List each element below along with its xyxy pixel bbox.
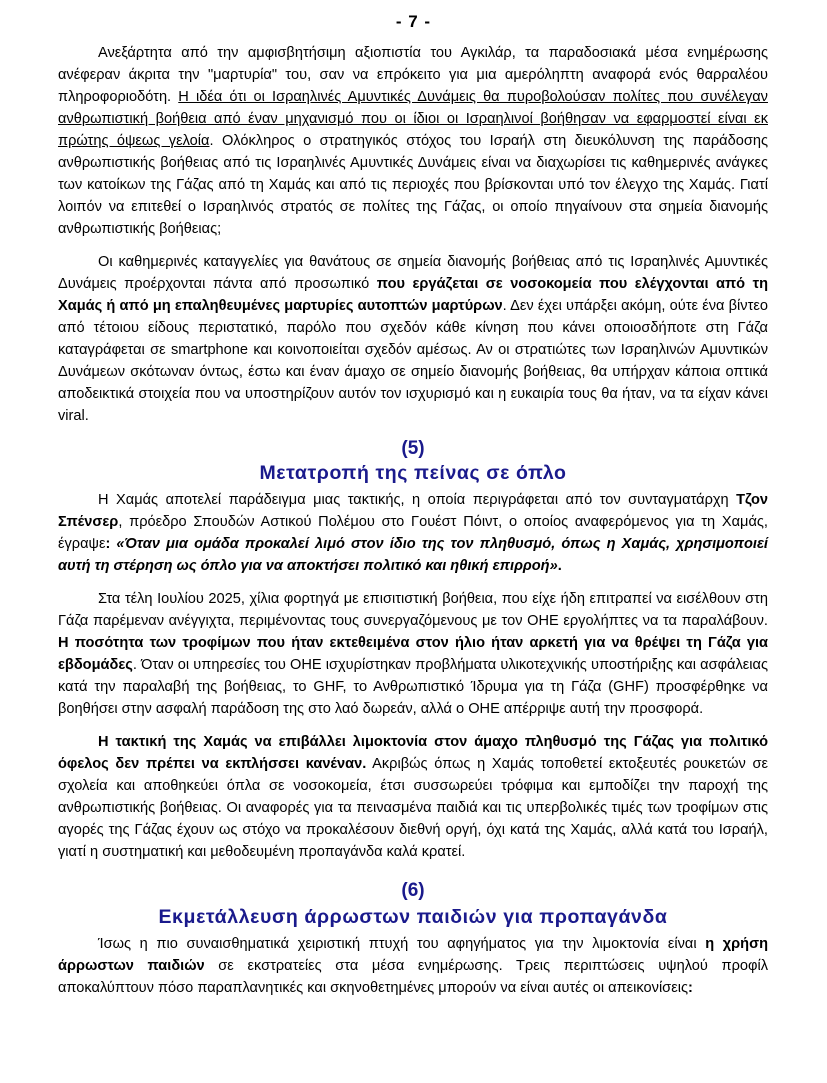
underlined-text: Η ιδέα ότι οι Ισραηλινές Αμυντικές Δυνάμεις θα πυροβολούσαν πολίτες που συνέλεγαν ανθρωπιστική βοήθεια από έναν μηχανισμό που οι ίδιοι οι Ισραηλινοί βοήθησαν να εφαρμοστεί είναι εκ πρώτης όψεως γελοία	[58, 89, 768, 149]
text-run: , πρόεδρο Σπουδών Αστικού Πολέμου στο Γουέστ Πόιντ, ο οποίος αναφερόμενος για τη Χαμάς, έγραψε	[58, 514, 768, 552]
text-run: . Όταν οι υπηρεσίες του ΟΗΕ ισχυρίστηκαν προβλήματα υλικοτεχνικής υποστήριξης και ασφάλειας κατά την παραλαβή της βοήθειας, το GHF, το Ανθρωπιστικό Ίδρυμα για τη Γάζα (GHF) προσφέρθηκε να βοηθήσει στην ασφαλή παράδοση της στο λαό δωρεάν, αλλά ο ΟΗΕ απέρριψε αυτή την προσφορά.	[58, 657, 768, 717]
text-run: . Δεν έχει υπάρξει ακόμη, ούτε ένα βίντεο από τέτοιου είδους περιστατικό, παρόλο που σχεδόν κάθε κίνηση που κάνει οποιοσδήποτε στη Γάζα καταγράφεται σε smartphone και κοινοποιείται σχεδόν αμέσως. Αν οι στρατιώτες των Ισραηλινών Αμυντικών Δυνάμεων σκότωναν όντως, έστω και έναν άμαχο σε σημείο διανομής βοήθειας, θα υπήρχαν κάποια οπτικά αποδεικτικά στοιχεία που να υποστηρίζουν αυτόν τον ισχυρισμό και η ευκαιρία τους θα ήταν, να τα είχαν κάνει viral.	[58, 298, 768, 424]
paragraph-trucks	[58, 588, 768, 720]
text-run: σε εκστρατείες στα μέσα ενημέρωσης. Τρεις περιπτώσεις υψηλού προφίλ αποκαλύπτουν πόσο παραπλανητικές και σκηνοθετημένες μπορούν να είναι αυτές οι απεικονίσεις	[58, 958, 768, 996]
text-run: Η Χαμάς αποτελεί παράδειγμα μιας τακτικής, η οποία περιγράφεται από τον συνταγματάρχη	[98, 492, 737, 508]
text-run: Ανεξάρτητα από την αμφισβητήσιμη αξιοπιστία του Αγκιλάρ, τα παραδοσιακά μέσα ενημέρωσης ανέφεραν άκριτα την "μαρτυρία" του, σαν να επρόκειτο για μια αμερόληπτη αναφορά ενός θαρραλέου πληροφοριοδότη.	[58, 45, 768, 105]
bold-italic-quote: «Όταν μια ομάδα προκαλεί λιμό στον ίδιο της τον πληθυσμό, όπως η Χαμάς, χρησιμοποιεί αυτή τη στέρηση ως όπλο για να αποκτήσει πολιτικό και ηθική επιρροή»	[58, 536, 768, 574]
section-heading-5	[58, 438, 768, 486]
bold-text: που εργάζεται σε νοσοκομεία που ελέγχονται από τη Χαμάς ή από μη επαληθευμένες μαρτυρίες αυτοπτών μαρτύρων	[58, 276, 768, 314]
bold-colon: :	[687, 980, 693, 996]
page-number: - 7 -	[395, 12, 432, 31]
paragraph-hamas-tactic	[58, 731, 768, 863]
bold-text: Η τακτική της Χαμάς να επιβάλλει λιμοκτονία στον άμαχο πληθυσμό της Γάζας για πολιτικό όφελος δεν πρέπει να εκπλήσσει κανέναν.	[58, 734, 768, 772]
section-title: Μετατροπή της πείνας σε όπλο	[259, 462, 567, 484]
document-body	[58, 42, 768, 1003]
paragraph-daily-reports	[58, 251, 768, 427]
section-number: (6)	[401, 880, 425, 901]
text-run: Ίσως η πιο συναισθηματικά χειριστική πτυχή του αφηγήματος για την λιμοκτονία είναι	[98, 936, 706, 952]
bold-text: Η ποσότητα των τροφίμων που ήταν εκτεθειμένα στον ήλιο ήταν αρκετή για να θρέψει τη Γάζα για εβδομάδες	[58, 635, 768, 673]
section-heading-6	[58, 879, 768, 931]
section-number: (5)	[401, 438, 425, 459]
bold-name: Τζον Σπένσερ	[58, 492, 768, 530]
text-run: Στα τέλη Ιουλίου 2025, χίλια φορτηγά με επισιτιστική βοήθεια, που είχε ήδη επιτραπεί να εισέλθουν στη Γάζα παρέμεναν ανέγγιχτα, περιμένοντας τους συνεργαζόμενους με τον ΟΗΕ εργολήπτες να τα παραλάβουν.	[58, 591, 768, 629]
text-run: Οι καθημερινές καταγγελίες για θανάτους σε σημεία διανομής βοήθειας από τις Ισραηλινές Αμυντικές Δυνάμεις προέρχονται πάντα από προσωπικό	[58, 254, 768, 292]
text-run: Ακριβώς όπως η Χαμάς τοποθετεί εκτοξευτές ρουκετών σε σχολεία και αποθηκεύει όπλα σε νοσοκομεία, έτσι συσσωρεύει τρόφιμα και εμποδίζει την παροχή της ανθρωπιστικής βοήθειας. Οι αναφορές για τα πεινασμένα παιδιά και τις υπερβολικές τιμές των τροφίμων στις αγορές της Γάζας έχουν ως στόχο να προκαλέσουν διεθνή οργή, όχι κατά της Χαμάς, αλλά κατά του Ισραήλ, γιατί η συστηματική και μεθοδευμένη προπαγάνδα καλά κρατεί.	[58, 756, 768, 860]
bold-colon: :	[105, 536, 117, 552]
paragraph-aguilar-testimony	[58, 42, 768, 240]
bold-period: .	[557, 558, 562, 574]
paragraph-spencer-quote	[58, 489, 768, 577]
paragraph-sick-children	[58, 933, 768, 999]
text-run: . Ολόκληρος ο στρατηγικός στόχος του Ισραήλ στη διευκόλυνση της παράδοσης ανθρωπιστικής βοήθειας από τις Ισραηλινές Αμυντικές Δυνάμεις είναι να διαχωρίσει τις καθημερινές ανάγκες των κατοίκων της Γάζας από τη Χαμάς και από τις περιοχές που βρίσκονται υπό τον έλεγχο της Χαμάς. Γιατί λοιπόν να επιτεθεί ο Ισραηλινός στρατός σε πολίτες της Γάζας, οι οποίο πηγαίνουν στα σημεία διανομής ανθρωπιστικής βοήθειας;	[58, 133, 768, 237]
section-title: Εκμετάλλευση άρρωστων παιδιών για προπαγάνδα	[158, 906, 668, 928]
bold-text: η χρήση άρρωστων παιδιών	[58, 936, 768, 974]
